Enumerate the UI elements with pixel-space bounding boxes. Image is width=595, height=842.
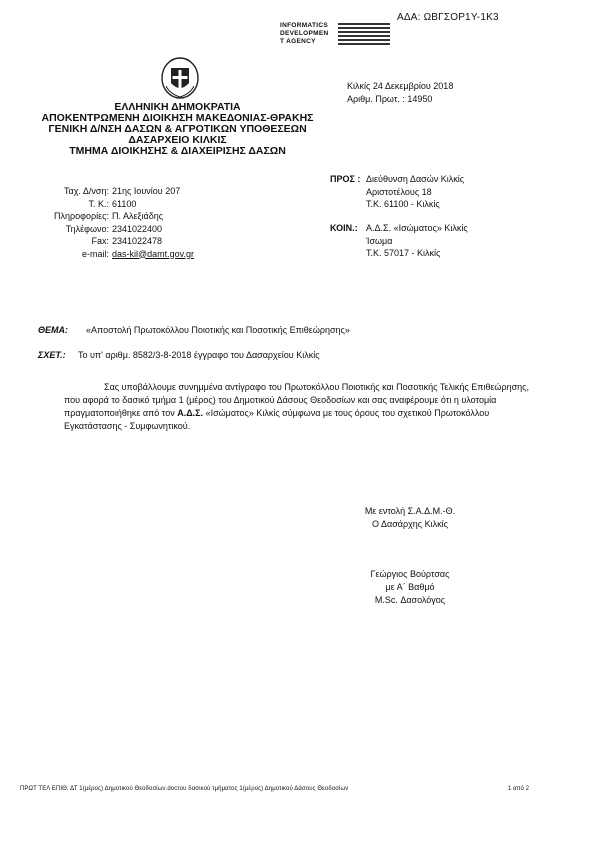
stamp-line-2: DEVELOPMEN (280, 30, 329, 37)
informatics-stamp (280, 22, 400, 50)
recipient-to-line-2: Αριστοτέλους 18 (366, 186, 432, 197)
authority-line-2: Ο Δασάρχης Κιλκίς (371, 519, 448, 529)
footer-filename: ΠΡΩΤ ΤΕΛ ΕΠΙΘ. ΔΤ 1(μέρος) Δημοτικού Θεοδοσίων.docτου δασικού τμήματος 1(μέρος) Δημοτικού Δάσους Θεοδοσίων (20, 786, 349, 792)
signatory-grade: με Α΄ Βαθμό (385, 582, 435, 592)
info-label-fax: Fax: (91, 236, 109, 246)
subject-label: ΘΕΜΑ: (38, 325, 68, 335)
protocol-number: Αριθμ. Πρωτ. : 14950 (347, 93, 433, 104)
recipient-to-line-3: Τ.Κ. 61100 - Κιλκίς (366, 199, 440, 209)
info-value-postcode: 61100 (112, 198, 137, 209)
contact-info (20, 185, 194, 260)
header-line-5: ΤΜΗΜΑ ΔΙΟΙΚΗΣΗΣ & ΔΙΑΧΕΙΡΙΣΗΣ ΔΑΣΩΝ (69, 145, 286, 157)
reference-label: ΣΧΕΤ.: (38, 350, 66, 360)
stamp-line-1: INFORMATICS (280, 22, 328, 29)
greek-emblem-icon (160, 56, 200, 100)
header-line-1: ΕΛΛΗΝΙΚΗ ΔΗΜΟΚΡΑΤΙΑ (114, 101, 241, 113)
date-block (347, 80, 453, 105)
signatory-title: M.Sc. Δασολόγος (374, 595, 446, 605)
stamp-fine-print (338, 23, 390, 47)
header-line-3: ΓΕΝΙΚΗ Δ/ΝΣΗ ΔΑΣΩΝ & ΑΓΡΟΤΙΚΩΝ ΥΠΟΘΕΣΕΩΝ (48, 123, 307, 135)
reference-text: Το υπ' αριθμ. 8582/3-8-2018 έγγραφο του Δασαρχείου Κιλκίς (78, 350, 320, 360)
info-label-postcode: Τ. Κ.: (88, 198, 109, 209)
info-label-phone: Τηλέφωνο: (65, 223, 109, 234)
body-paragraph (64, 381, 534, 433)
recipient-to-label: ΠΡΟΣ : (330, 174, 361, 184)
place-date: Κιλκίς 24 Δεκεμβρίου 2018 (347, 81, 454, 91)
ada-code: ΑΔΑ: ΩΒΓΣΟΡ1Υ-1Κ3 (397, 12, 499, 23)
reference-line (38, 350, 320, 360)
recipient-cc-line-1: Α.Δ.Σ. «Ισώματος» Κιλκίς (366, 223, 468, 233)
info-label-contact: Πληροφορίες: (54, 211, 109, 221)
recipient-to (330, 173, 464, 211)
body-text-part-2: «Ισώματος» Κιλκίς σύμφωνα με τους όρους του σχετικού Πρωτοκόλλου Εγκατάστασης - Συμφωνητικού. (64, 408, 490, 431)
authority-line-1: Με εντολή Σ.Α.Δ.Μ.-Θ. (364, 506, 456, 516)
recipient-to-line-1: Διεύθυνση Δασών Κιλκίς (366, 174, 465, 184)
signatory (350, 568, 470, 607)
info-value-phone: 2341022400 (112, 223, 163, 234)
stamp-line-3: T AGENCY (280, 38, 316, 45)
subject-text: «Αποστολή Πρωτοκόλλου Ποιοτικής και Ποσοτικής Επιθεώρησης» (86, 325, 350, 335)
subject-line (38, 325, 350, 335)
signatory-name: Γεώργιος Βούρτσας (370, 569, 450, 579)
info-label-address: Ταχ. Δ/νση: (63, 186, 109, 196)
recipient-cc-label: ΚΟΙΝ.: (330, 223, 358, 233)
header-line-4: ΔΑΣΑΡΧΕΙΟ ΚΙΛΚΙΣ (128, 134, 227, 146)
recipient-cc-line-3: Τ.Κ. 57017 - Κιλκίς (366, 248, 441, 258)
recipient-cc (330, 222, 468, 260)
info-value-address: 21ης Ιουνίου 207 (112, 186, 181, 196)
recipient-cc-line-2: Ίσωμα (366, 235, 393, 246)
body-text-bold: Α.Δ.Σ. (177, 408, 204, 418)
header-line-2: ΑΠΟΚΕΝΤΡΩΜΕΝΗ ΔΙΟΙΚΗΣΗ ΜΑΚΕΔΟΝΙΑΣ-ΘΡΑΚΗΣ (41, 112, 314, 124)
info-value-contact: Π. Αλεξιάδης (112, 211, 164, 221)
info-value-fax: 2341022478 (112, 236, 163, 246)
page-number: 1 από 2 (508, 786, 529, 792)
body-text-part-1: Σας υποβάλλουμε συνημμένα αντίγραφο του Πρωτοκόλλου Ποιοτικής και Ποσοτικής Τελικής Επιθεώρησης, που αφορά το δασικό τμήμα 1 (μέρος) του Δημοτικού Δάσους Θεοδοσίων και σας αναφέρουμε ότι η υλοτομία πραγματοποιήθηκε από τον (64, 382, 529, 418)
issuer-header (20, 102, 335, 157)
signature-authority (340, 505, 480, 531)
email-link[interactable]: das-kil@damt.gov.gr (112, 248, 194, 259)
info-label-email: e-mail: (81, 248, 109, 259)
